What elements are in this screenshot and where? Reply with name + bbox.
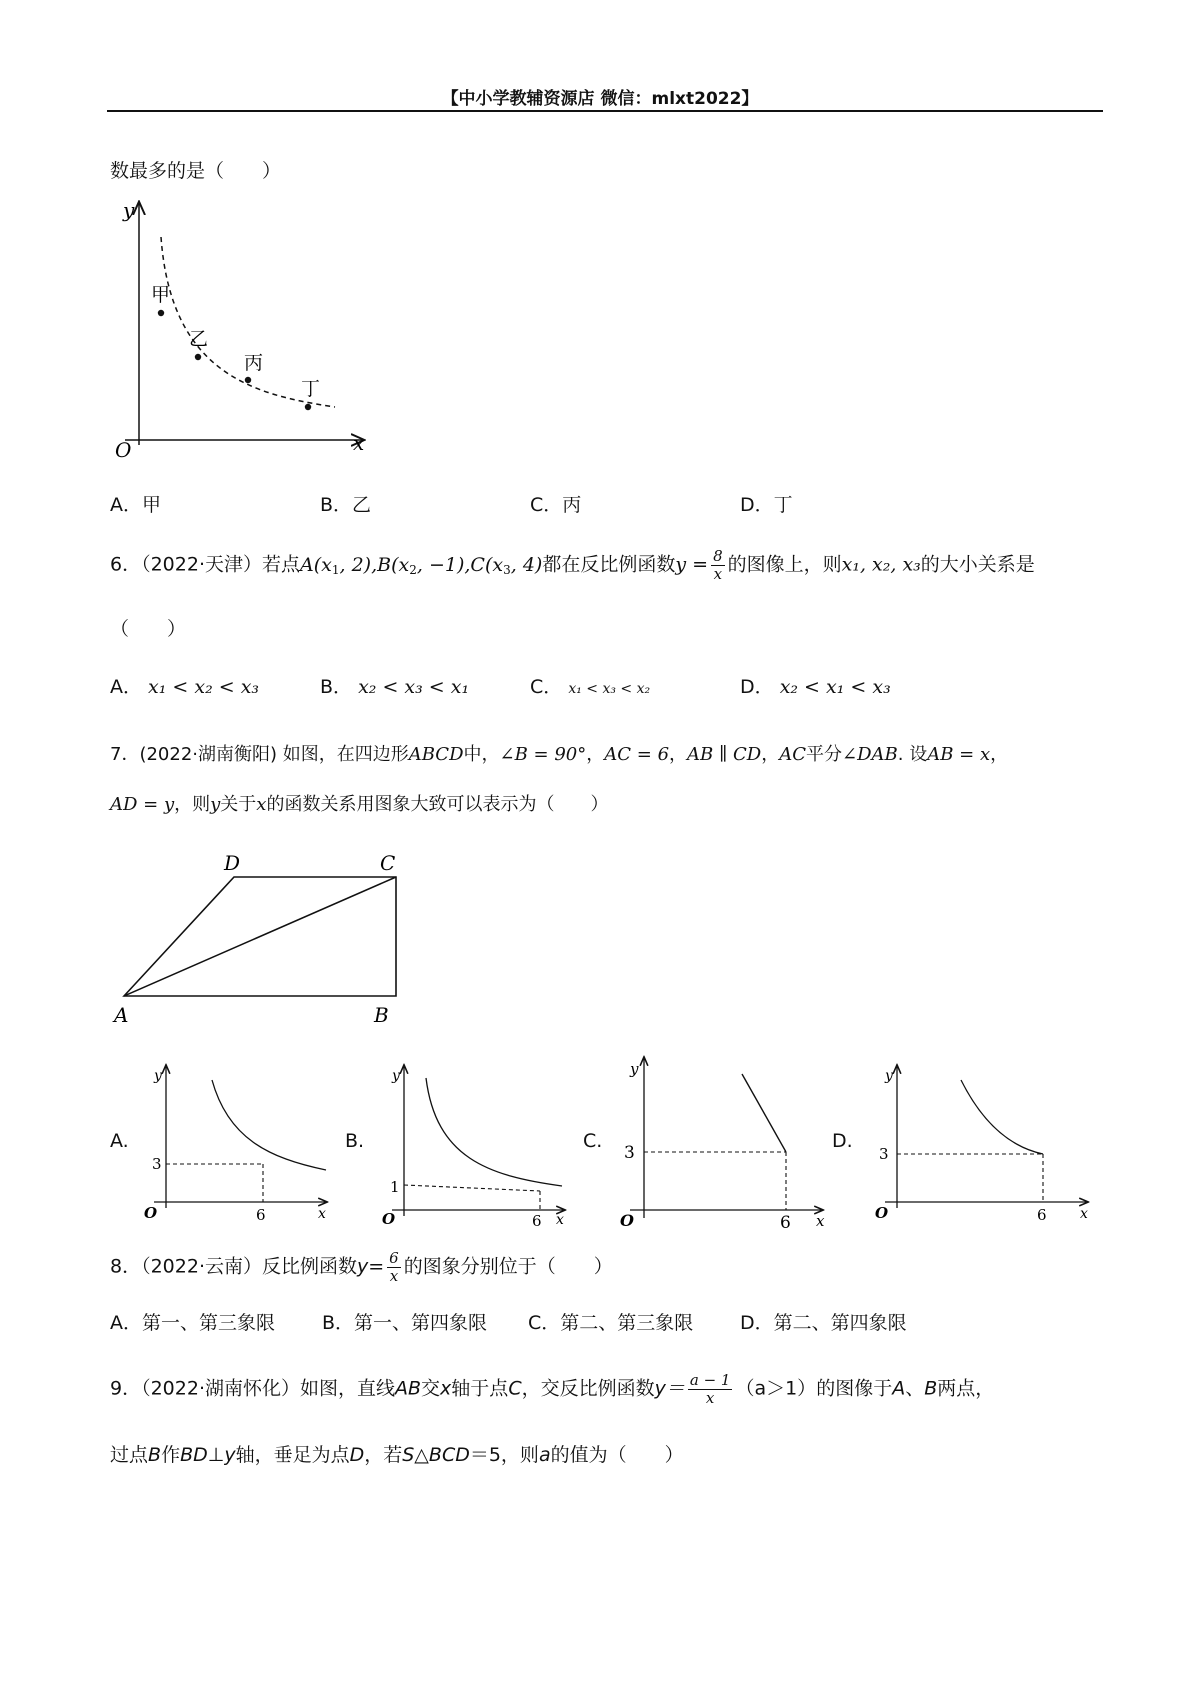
- q7-angle2: ∠DAB: [842, 744, 898, 765]
- q9-x: x: [440, 1377, 452, 1400]
- q6-option-d[interactable]: [740, 672, 891, 699]
- option-text: 丁: [773, 494, 793, 516]
- q7-text: . 设: [897, 744, 928, 765]
- option-letter: A．: [110, 676, 142, 698]
- diagonal-ac: [124, 877, 396, 996]
- q7-ac2: AC: [779, 744, 806, 765]
- origin-label: O: [875, 1204, 889, 1222]
- q8-func-frac: $\frac{6}{x}$: [389, 1249, 399, 1285]
- q7-text: 的函数关系用图象大致可以表示为（ ）: [266, 794, 609, 815]
- point-yi: [195, 354, 201, 360]
- q7-option-d-letter[interactable]: D.: [832, 1130, 853, 1152]
- q6-point-a: $A(x_1$, 2),: [299, 553, 378, 577]
- origin-label: O: [144, 1204, 158, 1222]
- q9-func-frac: $\frac{a - 1}{x}$: [689, 1371, 731, 1407]
- option-letter: B．: [320, 494, 353, 516]
- q7-quad: ABCD: [408, 744, 464, 765]
- point-jia: [158, 310, 164, 316]
- y-axis-label: y: [154, 1068, 162, 1084]
- q7-option-b-letter[interactable]: B.: [345, 1130, 365, 1152]
- q7-option-a-graph[interactable]: [138, 1058, 338, 1228]
- q9-a: a: [538, 1444, 551, 1466]
- q7-parallel: AB ∥ CD: [687, 744, 762, 765]
- q6-vars: x₁, x₂, x₃: [841, 553, 921, 576]
- q7-line1: [110, 740, 1008, 766]
- x-mark: 6: [780, 1213, 791, 1230]
- segment: [742, 1074, 786, 1152]
- vertex-a: A: [114, 1003, 129, 1027]
- q7-line2: [110, 790, 608, 816]
- q8-option-c[interactable]: [528, 1308, 693, 1335]
- q7-option-a-letter[interactable]: A.: [110, 1130, 129, 1152]
- option-letter: D．: [740, 1312, 774, 1334]
- option-text: 第一、第三象限: [142, 1312, 276, 1334]
- q7-text: 7．(2022·湖南衡阳) 如图，在四边形: [110, 744, 409, 765]
- curve: [426, 1078, 562, 1186]
- q9-line1: [110, 1372, 994, 1406]
- x-axis-label: x: [816, 1212, 825, 1230]
- label-bing: 丙: [244, 352, 264, 374]
- q5-option-b[interactable]: [320, 490, 371, 517]
- vertex-b: B: [374, 1003, 389, 1027]
- option-letter: A．: [110, 1312, 142, 1334]
- x-mark: 6: [532, 1212, 542, 1228]
- q7-x: x: [256, 794, 267, 815]
- point-bing: [245, 377, 251, 383]
- x-mark: 6: [256, 1206, 266, 1224]
- q9-ab: AB: [394, 1377, 422, 1400]
- origin-label: O: [382, 1210, 396, 1228]
- q9-text: 过点: [110, 1444, 149, 1466]
- q5-option-a[interactable]: [110, 490, 161, 517]
- q9-text: 轴，垂足为点: [235, 1444, 350, 1466]
- label-yi: 乙: [189, 328, 209, 350]
- option-text: x₂ < x₃ < x₁: [358, 676, 470, 698]
- curve: [212, 1080, 326, 1170]
- q9-text: 的图像于: [816, 1377, 893, 1400]
- q7-option-c-letter[interactable]: C.: [583, 1130, 603, 1152]
- q6-option-c[interactable]: [530, 672, 650, 699]
- option-text: 第二、第三象限: [560, 1312, 694, 1334]
- q9-line2: [110, 1440, 684, 1467]
- q9-a-pt: A: [892, 1377, 906, 1400]
- q6-mid: 都在反比例函数: [542, 553, 676, 576]
- q9-text: ，若: [364, 1444, 403, 1466]
- q9-c: C: [508, 1377, 522, 1400]
- x-axis-label: x: [318, 1206, 326, 1222]
- q7-ac: AC = 6: [604, 744, 670, 765]
- q7-text: ，: [990, 744, 1009, 765]
- y-mark: 1: [390, 1178, 400, 1196]
- option-text: 甲: [142, 494, 162, 516]
- q7-text: ，: [586, 744, 605, 765]
- q6-prefix: 6．（2022·天津）若点: [110, 553, 300, 576]
- q7-abx: AB = x: [927, 744, 991, 765]
- option-letter: D．: [740, 494, 774, 516]
- option-letter: D．: [740, 676, 774, 698]
- option-text: x₂ < x₁ < x₃: [779, 676, 891, 698]
- option-text: x₁ < x₂ < x₃: [148, 676, 260, 698]
- q9-cond: （a＞1）: [735, 1377, 817, 1400]
- q5-graph: [105, 195, 375, 460]
- q9-text: 交: [421, 1377, 441, 1400]
- q7-text: 中，: [463, 744, 500, 765]
- option-text: 第二、第四象限: [773, 1312, 907, 1334]
- vertex-c: C: [380, 851, 396, 875]
- q7-y: y: [210, 794, 221, 815]
- option-letter: A．: [110, 494, 142, 516]
- q7-ad: AD = y: [110, 794, 175, 815]
- q6-suffix: 的图像上，则: [727, 553, 842, 576]
- q6-option-a[interactable]: [110, 672, 259, 699]
- q7-figure: [110, 850, 410, 1030]
- curve: [961, 1080, 1043, 1154]
- q9-text: 轴于点: [451, 1377, 509, 1400]
- q6-stem: [110, 548, 1035, 582]
- q6-point-c: $C(x_3$, 4): [470, 553, 543, 577]
- q9-text: ，交反比例函数: [521, 1377, 655, 1400]
- q6-func-lhs: y =: [675, 553, 709, 576]
- q9-text: 两点，: [937, 1377, 995, 1400]
- q9-area: S△BCD: [402, 1444, 470, 1466]
- q9-text: 的值为（ ）: [550, 1444, 684, 1466]
- q6-option-b[interactable]: [320, 672, 469, 699]
- origin-label: O: [115, 438, 132, 460]
- q9-text: ＝5，则: [469, 1444, 539, 1466]
- q8-option-a[interactable]: [110, 1308, 275, 1335]
- q9-b-pt: B: [924, 1377, 938, 1400]
- q6-paren: （ ）: [110, 618, 187, 640]
- q9-y: y: [224, 1444, 236, 1466]
- q6-point-b: $B(x_2$, −1),: [377, 553, 471, 577]
- q7-angle: ∠B = 90°: [499, 744, 587, 765]
- q7-option-c-graph[interactable]: [610, 1050, 835, 1230]
- q9-d: D: [349, 1444, 365, 1466]
- option-letter: B．: [320, 676, 353, 698]
- q9-text: 、: [905, 1377, 925, 1400]
- option-text: 乙: [352, 494, 372, 516]
- y-axis-label: y: [630, 1060, 639, 1078]
- option-letter: B．: [322, 1312, 355, 1334]
- q7-option-b-graph[interactable]: [378, 1058, 578, 1228]
- q8-suffix: 的图象分别位于（ ）: [403, 1255, 613, 1278]
- q7-option-d-graph[interactable]: [865, 1058, 1095, 1228]
- option-letter: C．: [530, 676, 563, 698]
- y-axis-label: y: [123, 198, 135, 222]
- q7-text: ，则: [174, 794, 211, 815]
- q6-suffix2: 的大小关系是: [920, 553, 1035, 576]
- option-text: 第一、第四象限: [354, 1312, 488, 1334]
- x-axis-label: x: [1080, 1206, 1088, 1222]
- label-jia: 甲: [151, 284, 171, 306]
- q8-prefix: 8．（2022·云南）反比例函数: [110, 1255, 357, 1278]
- option-letter: C．: [530, 494, 563, 516]
- q7-text: 关于: [220, 794, 257, 815]
- vertex-d: D: [224, 851, 241, 875]
- point-ding: [305, 404, 311, 410]
- y-mark: 3: [624, 1143, 635, 1163]
- q5-stem: 数最多的是（ ）: [110, 160, 282, 182]
- header-rule: [107, 110, 1103, 112]
- q7-text: 平分: [806, 744, 842, 765]
- guide-h: [404, 1185, 540, 1191]
- q5-option-c[interactable]: [530, 490, 581, 517]
- q7-text: ，: [761, 744, 780, 765]
- q9-perp: ⊥: [207, 1444, 225, 1466]
- y-mark: 3: [879, 1145, 889, 1163]
- x-axis-label: x: [353, 431, 365, 455]
- option-letter: C．: [528, 1312, 561, 1334]
- origin-label: O: [620, 1211, 634, 1230]
- y-mark: 3: [152, 1155, 162, 1173]
- label-ding: 丁: [301, 378, 321, 400]
- q9-bd: BD: [180, 1444, 208, 1466]
- q9-text: 9．（2022·湖南怀化）如图，直线: [110, 1377, 395, 1400]
- q5-option-d[interactable]: [740, 490, 793, 517]
- q8-stem: [110, 1250, 613, 1284]
- y-axis-label: y: [885, 1068, 893, 1084]
- x-axis-label: x: [556, 1212, 564, 1228]
- q8-option-d[interactable]: [740, 1308, 907, 1335]
- y-axis-label: y: [392, 1068, 400, 1084]
- option-text: 丙: [562, 494, 582, 516]
- option-text: x₁ < x₃ < x₂: [568, 681, 651, 697]
- q9-text: 作: [161, 1444, 181, 1466]
- q8-option-b[interactable]: [322, 1308, 487, 1335]
- q9-b: B: [148, 1444, 162, 1466]
- q6-func-frac: $\frac{8}{x}$: [713, 547, 723, 583]
- q7-text: ，: [669, 744, 688, 765]
- x-mark: 6: [1037, 1206, 1047, 1224]
- page-header: 【中小学教辅资源店 微信：mlxt2022】: [441, 89, 759, 109]
- q9-func-lhs: y＝: [654, 1377, 685, 1400]
- q8-func-lhs: y=: [356, 1255, 385, 1278]
